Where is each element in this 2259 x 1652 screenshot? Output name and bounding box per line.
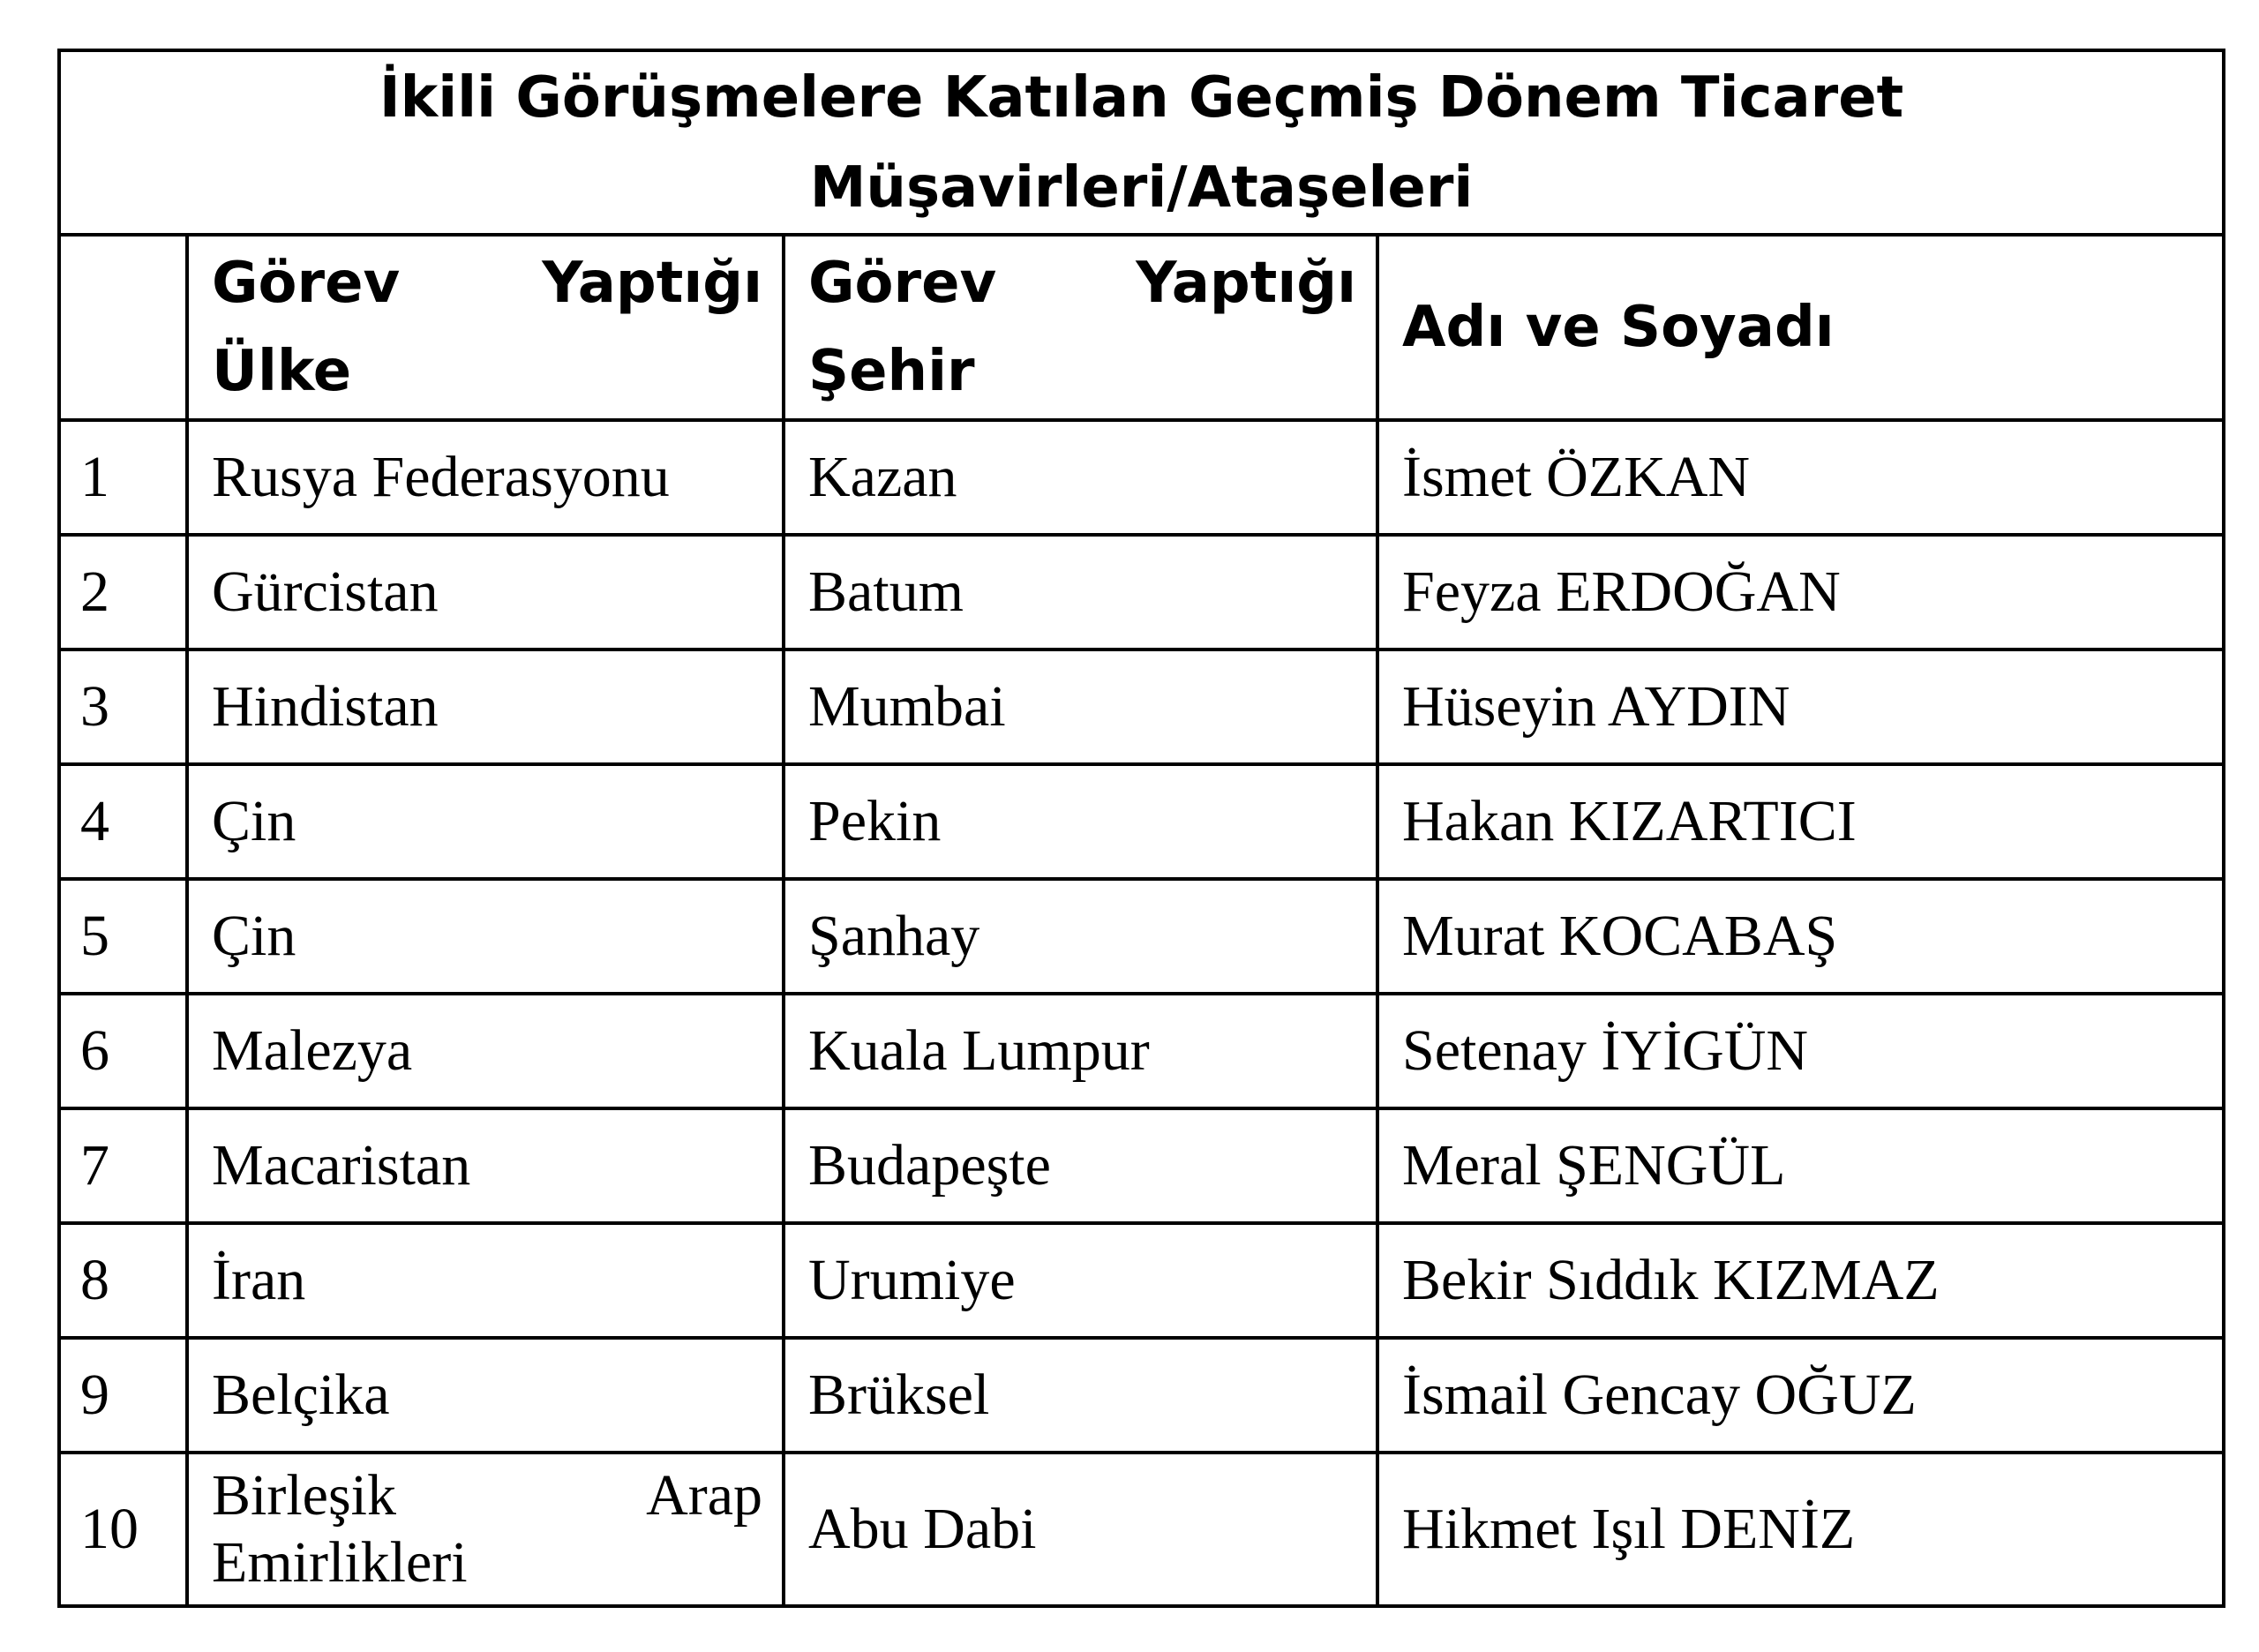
header-number xyxy=(59,235,187,420)
header-country-word-1: Görev xyxy=(212,251,401,316)
table-row xyxy=(59,535,2224,650)
row-name: Murat KOCABAŞ xyxy=(1377,879,2224,994)
table-row xyxy=(59,1338,2224,1453)
table-row xyxy=(59,420,2224,535)
table-row xyxy=(59,764,2224,879)
officials-table xyxy=(57,49,2225,1608)
title-row xyxy=(59,50,2224,235)
row-name: Hikmet Işıl DENİZ xyxy=(1377,1453,2224,1606)
row-city: Şanhay xyxy=(784,879,1377,994)
header-country xyxy=(187,235,784,420)
table-row xyxy=(59,1453,2224,1606)
row-name: Feyza ERDOĞAN xyxy=(1377,535,2224,650)
header-city xyxy=(784,235,1377,420)
table-title xyxy=(59,50,2224,235)
row-number: 4 xyxy=(59,764,187,879)
header-city-word-2: Yaptığı xyxy=(1136,251,1356,316)
table-row xyxy=(59,650,2224,764)
row-city: Kuala Lumpur xyxy=(784,994,1377,1108)
table-title-line-1: İkili Görüşmelere Katılan Geçmiş Dönem Ticaret xyxy=(379,64,1904,131)
table-title-line-2: Müşavirleri/Ataşeleri xyxy=(809,154,1474,221)
row-country: Çin xyxy=(187,764,784,879)
row-country: Macaristan xyxy=(187,1108,784,1223)
header-city-line-2: Şehir xyxy=(808,339,975,404)
row-city: Mumbai xyxy=(784,650,1377,764)
row-city: Urumiye xyxy=(784,1223,1377,1338)
row-country: Çin xyxy=(187,879,784,994)
row-number: 7 xyxy=(59,1108,187,1223)
row-name: Meral ŞENGÜL xyxy=(1377,1108,2224,1223)
row-country: Hindistan xyxy=(187,650,784,764)
row-city: Brüksel xyxy=(784,1338,1377,1453)
row-number: 2 xyxy=(59,535,187,650)
row-number: 6 xyxy=(59,994,187,1108)
row-city: Budapeşte xyxy=(784,1108,1377,1223)
row-country: Rusya Federasyonu xyxy=(187,420,784,535)
row-number: 1 xyxy=(59,420,187,535)
row-name: İsmail Gencay OĞUZ xyxy=(1377,1338,2224,1453)
row-country: İran xyxy=(187,1223,784,1338)
row-country-line-2: Emirlikleri xyxy=(212,1530,468,1595)
row-number: 5 xyxy=(59,879,187,994)
row-name: Bekir Sıddık KIZMAZ xyxy=(1377,1223,2224,1338)
row-city: Batum xyxy=(784,535,1377,650)
row-name: İsmet ÖZKAN xyxy=(1377,420,2224,535)
row-country-word-2: Arap xyxy=(646,1463,762,1528)
row-name: Setenay İYİGÜN xyxy=(1377,994,2224,1108)
header-name: Adı ve Soyadı xyxy=(1377,235,2224,420)
header-row xyxy=(59,235,2224,420)
table-row xyxy=(59,1108,2224,1223)
table-row xyxy=(59,879,2224,994)
row-country: Gürcistan xyxy=(187,535,784,650)
row-country: Belçika xyxy=(187,1338,784,1453)
table-row xyxy=(59,1223,2224,1338)
header-country-line-2: Ülke xyxy=(212,339,352,404)
row-city: Kazan xyxy=(784,420,1377,535)
officials-table-container xyxy=(57,49,2222,1608)
row-name: Hüseyin AYDIN xyxy=(1377,650,2224,764)
row-country-word-1: Birleşik xyxy=(212,1463,396,1528)
row-country xyxy=(187,1453,784,1606)
row-number: 10 xyxy=(59,1453,187,1606)
row-number: 3 xyxy=(59,650,187,764)
header-country-word-2: Yaptığı xyxy=(542,251,762,316)
row-name: Hakan KIZARTICI xyxy=(1377,764,2224,879)
table-row xyxy=(59,994,2224,1108)
row-number: 8 xyxy=(59,1223,187,1338)
row-city: Pekin xyxy=(784,764,1377,879)
row-country: Malezya xyxy=(187,994,784,1108)
row-number: 9 xyxy=(59,1338,187,1453)
row-city: Abu Dabi xyxy=(784,1453,1377,1606)
header-city-word-1: Görev xyxy=(808,251,997,316)
